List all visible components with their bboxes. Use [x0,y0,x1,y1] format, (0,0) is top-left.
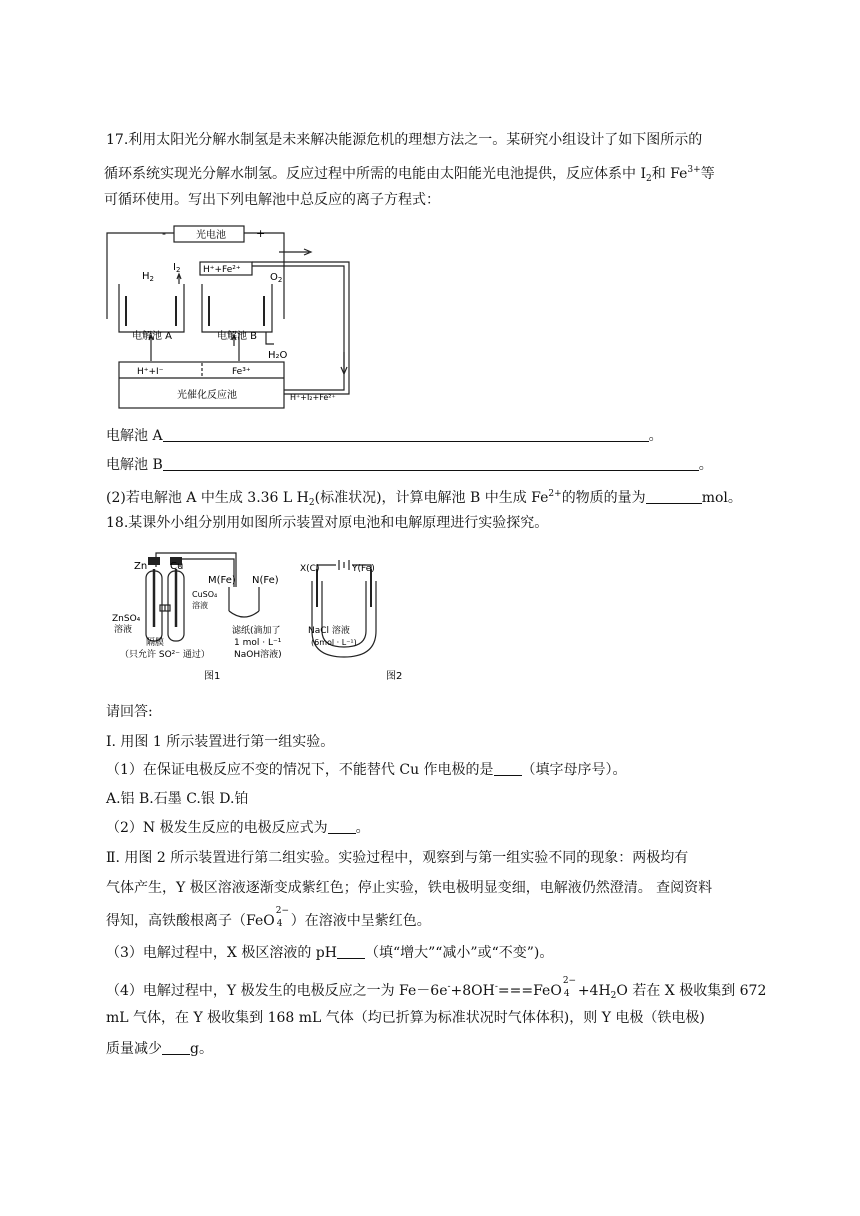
galvanic-electrolysis-figures [104,547,403,687]
q17-line2: 循环系统实现光分解水制氢。反应过程中所需的电能由太阳能光电池提供，反应体系中 $I_2$和 $Fe^{3+}$等 [104,165,715,184]
q17-part2: (2)若电解池 A 中生成 3.36 L $H_2$(标准状况)，计算电解池 B 中生成 $Fe^{2+}$的物质的量为 mol。 [106,489,742,508]
q4-blank[interactable] [162,1040,190,1055]
nacl-concentration: (6mol · L⁻¹) [311,638,357,647]
q1-blank[interactable] [494,761,522,776]
figure2-caption: 图2 [386,671,403,682]
zn-stopper [148,557,160,565]
q17-line3: 可循环使用。写出下列电解池中总反应的离子方程式： [104,192,440,208]
q18-2: （2）N 极发生反应的电极反应式为 。 [106,820,370,836]
cuso4-solution-label: 溶液 [192,601,208,610]
paper-note-1: 滤纸(滴加了 [232,626,281,636]
part2-line2: 气体产生，Y 极区溶液逐渐变成紫红色；停止实验，铁电极明显变细，电解液仍然澄清。 查阅资料 [106,880,713,896]
q18-title: 18.某课外小组分别用如图所示装置对原电池和电解原理进行实验探究。 [106,515,549,531]
membrane-note: （只允许 SO²⁻ 通过） [120,650,210,660]
cell-b-label: 电解池 B [217,331,258,342]
part2-line1: Ⅱ. 用图 2 所示装置进行第二组实验。实验过程中，观察到与第一组实验不同的现象：两极均有 [106,850,689,866]
i2-label: $I_2$ [173,262,181,274]
zn-label: Zn [134,561,148,572]
fe-moles-blank[interactable] [646,489,702,504]
answer-a: 电解池 A 。 [106,428,663,444]
fe3-label: Fe³⁺ [232,367,251,377]
q18-options: A.铝 B.石墨 C.银 D.铂 [106,791,249,807]
nacl-label: NaCl 溶液 [308,626,350,636]
answer-b: 电解池 B 。 [106,457,713,473]
outflow-label: H⁺+I₂+Fe²⁺ [290,393,336,402]
please-answer: 请回答: [106,704,153,720]
answer-b-blank[interactable] [163,456,699,471]
znso4-label: ZnSO₄ [112,614,141,624]
reactor-label: 光催化反应池 [177,390,237,401]
n-label: N(Fe) [252,575,279,586]
figure1-caption: 图1 [204,671,221,682]
box-label: H⁺+Fe²⁺ [203,265,241,275]
plus-sign: + [256,227,266,240]
h2o-label: H₂O [268,350,288,361]
solar-cell-label: 光电池 [196,230,226,241]
minus-sign: - [162,227,166,240]
q18-4-line1: （4）电解过程中，Y 极发生的电极反应之一为 Fe－6e-+8OH-===FeO 2− 4 $+4H_2O$ 若在 X 极收集到 672 [106,976,767,1001]
q18-1: （1）在保证电极反应不变的情况下，不能替代 Cu 作电极的是 （填字母序号）。 [106,762,627,778]
znso4-solution-label: 溶液 [114,625,133,635]
q18-3: （3）电解过程中，X 极区溶液的 pH （填“增大”“减小”或“不变”)。 [106,945,554,961]
paper-note-2: 1 mol · L⁻¹ [234,638,282,648]
m-label: M(Fe) [208,575,236,586]
paper-note-3: NaOH溶液) [234,650,282,660]
q3-blank[interactable] [337,944,365,959]
o2-label: $O_2$ [270,272,283,284]
q2-blank[interactable] [328,819,356,834]
x-electrode-label: X(C) [300,564,320,574]
h2-label: $H_2$ [142,271,154,283]
cu-label: Cu [170,561,184,572]
cuso4-label: CuSO₄ [192,590,218,599]
answer-a-blank[interactable] [163,427,649,442]
part2-line3: 得知，高铁酸根离子（FeO 2− 4 ）在溶液中呈紫红色。 [106,906,431,929]
hi-label: H⁺+I⁻ [137,367,164,377]
cell-a-label: 电解池 A [132,331,173,342]
membrane-label: 隔膜 [146,638,165,648]
q17-line1: 17.利用太阳光分解水制氢是未来解决能源危机的理想方法之一。某研究小组设计了如下图所示的 [106,132,703,148]
part1-heading: Ⅰ. 用图 1 所示装置进行第一组实验。 [106,734,335,750]
q18-4-line3: 质量减少 g。 [106,1041,213,1057]
y-electrode-label: Y(Fe) [352,564,375,574]
q18-4-line2: mL 气体，在 Y 极收集到 168 mL 气体（均已折算为标准状况时气体体积)，则 Y 电极（铁电极) [106,1010,705,1026]
photo-electrolysis-diagram [104,222,354,412]
